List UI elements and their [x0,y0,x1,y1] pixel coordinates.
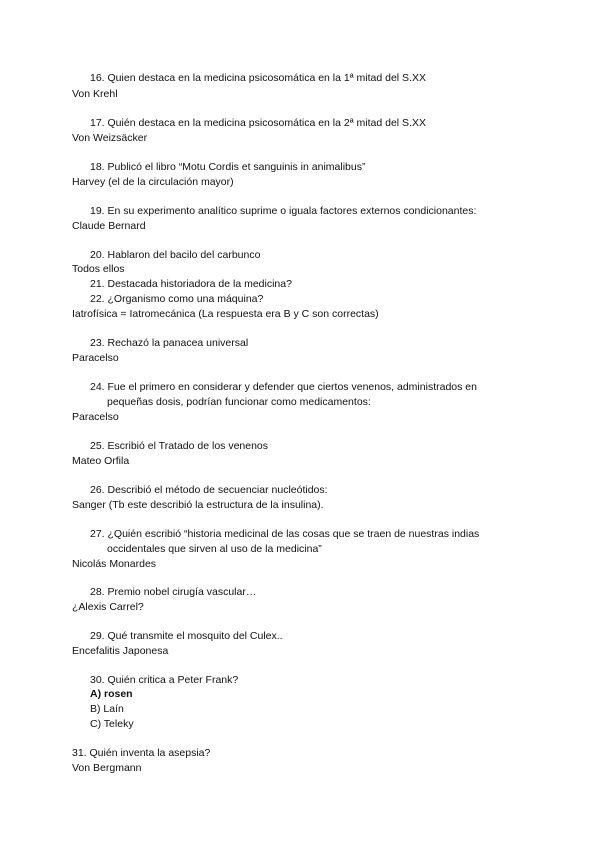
answer-29: Encefalitis Japonesa [72,645,169,657]
answer-27: Nicolás Monardes [72,558,157,570]
answer-31: Von Bergmann [72,762,142,774]
answer-16: Von Krehl [72,88,118,100]
answer-22: Iatrofísica = Iatromecánica (La respuesta era B y C son correctas) [72,308,379,320]
question-26: 26. Describió el método de secuenciar nucleótidos: [90,484,328,496]
question-28: 28. Premio nobel cirugía vascular… [90,586,257,598]
question-27: 27. ¿Quién escribió “historia medicinal de las cosas que se traen de nuestras indias [90,528,480,540]
answer-24: Paracelso [72,411,119,423]
question-18: 18. Publicó el libro “Motu Cordis et sanguinis in animalibus” [90,161,366,173]
option-c: C) Teleky [90,718,134,730]
question-24-cont: pequeñas dosis, podrían funcionar como medicamentos: [107,396,371,408]
option-a: A) rosen [90,688,133,700]
question-29: 29. Qué transmite el mosquito del Culex.. [90,630,283,642]
answer-26: Sanger (Tb este describió la estructura de la insulina). [72,499,324,511]
question-27-cont: occidentales que sirven al uso de la medicina” [107,543,322,555]
question-24: 24. Fue el primero en considerar y defender que ciertos venenos, administrados en [90,381,477,393]
answer-17: Von Weizsäcker [72,132,148,144]
answer-28: ¿Alexis Carrel? [72,601,144,613]
question-19: 19. En su experimento analítico suprime o iguala factores externos condicionantes: [90,205,477,217]
answer-18: Harvey (el de la circulación mayor) [72,176,234,188]
question-25: 25. Escribió el Tratado de los venenos [90,440,269,452]
question-21: 21. Destacada historiadora de la medicina? [90,278,292,290]
answer-20: Todos ellos [72,263,125,275]
answer-25: Mateo Orfila [72,455,130,467]
question-23: 23. Rechazó la panacea universal [90,337,249,349]
question-31: 31. Quién inventa la asepsia? [72,747,211,759]
question-17: 17. Quién destaca en la medicina psicosomática en la 2ª mitad del S.XX [90,117,426,129]
answer-23: Paracelso [72,352,119,364]
question-20: 20. Hablaron del bacilo del carbunco [90,249,261,261]
option-b: B) Laín [90,703,124,715]
question-22: 22. ¿Organismo como una máquina? [90,293,264,305]
answer-19: Claude Bernard [72,220,146,232]
question-16: 16. Quien destaca en la medicina psicosomática en la 1ª mitad del S.XX [90,72,426,84]
question-30: 30. Quién critica a Peter Frank? [90,674,239,686]
